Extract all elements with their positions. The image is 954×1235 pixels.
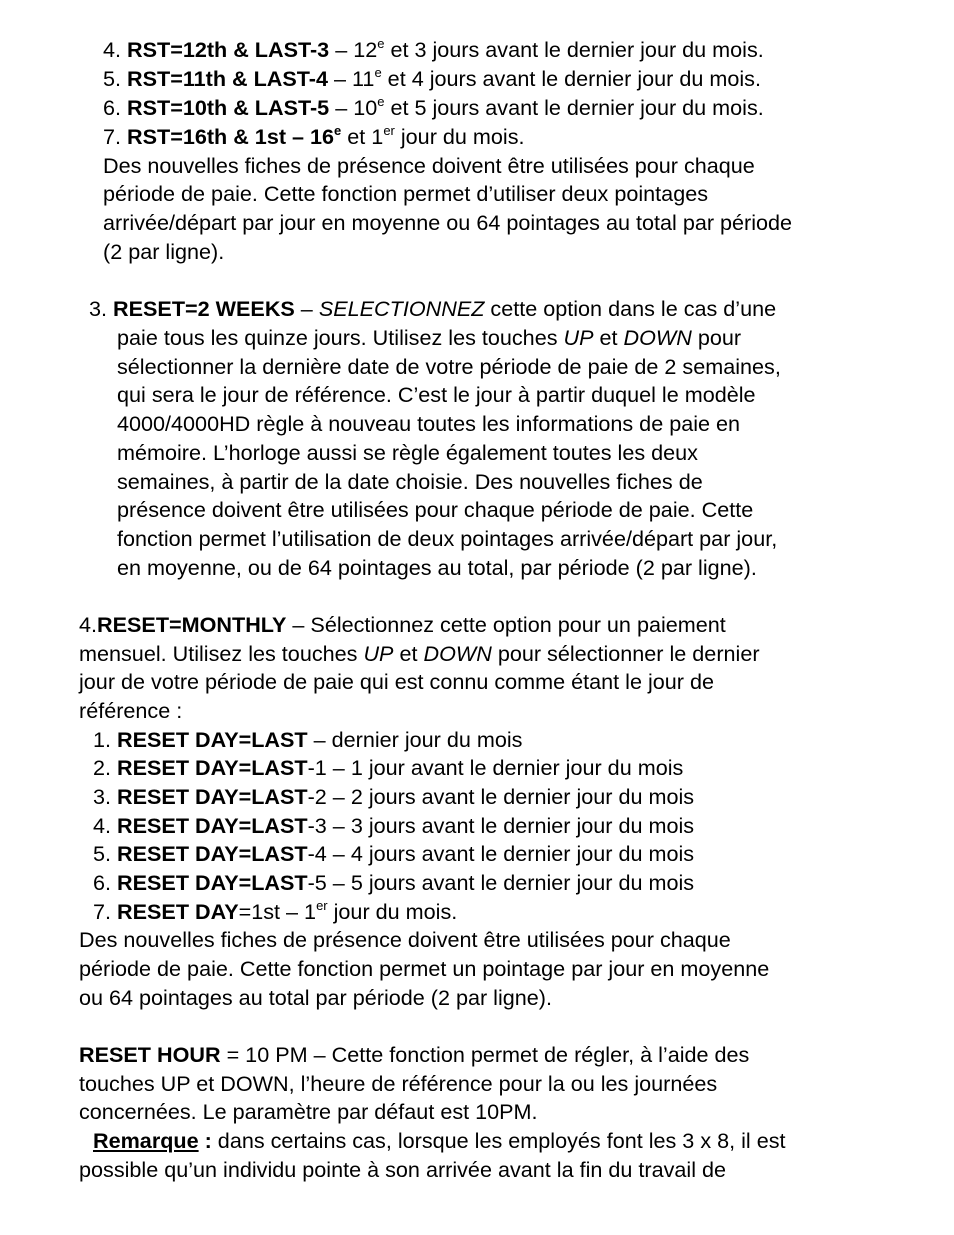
paragraph-line: Des nouvelles fiches de présence doivent être utilisées pour chaque: [103, 153, 755, 178]
section-heading: 4.RESET=MONTHLY – Sélectionnez cette option pour un paiement: [79, 612, 726, 637]
list-item: 6. RST=10th & LAST-5 – 10e et 5 jours avant le dernier jour du mois.: [103, 94, 764, 120]
paragraph-line: mensuel. Utilisez les touches UP et DOWN pour sélectionner le dernier: [79, 641, 760, 666]
paragraph-line: sélectionner la dernière date de votre période de paie de 2 semaines,: [117, 354, 781, 379]
list-item: 7. RESET DAY=1st – 1er jour du mois.: [93, 898, 458, 924]
section-title: RESET=2 WEEKS: [113, 296, 295, 321]
paragraph-line: semaines, à partir de la date choisie. Des nouvelles fiches de: [117, 469, 703, 494]
list-item: 3. RESET DAY=LAST-2 – 2 jours avant le dernier jour du mois: [93, 784, 695, 809]
paragraph-line: mémoire. L’horloge aussi se règle également toutes les deux: [117, 440, 698, 465]
paragraph-line: en moyenne, ou de 64 pointages au total, par période (2 par ligne).: [117, 555, 757, 580]
paragraph-line: référence :: [79, 698, 183, 723]
code-label: RESET DAY=LAST: [117, 727, 308, 752]
paragraph-line: paie tous les quinze jours. Utilisez les touches UP et DOWN pour: [117, 325, 742, 350]
paragraph-line: (2 par ligne).: [103, 239, 225, 264]
paragraph-line: arrivée/départ par jour en moyenne ou 64 pointages au total par période: [103, 210, 793, 235]
code-label: RST=10th & LAST-5: [127, 95, 330, 120]
remark-label: Remarque :: [93, 1128, 212, 1153]
code-label: RESET DAY=LAST: [117, 813, 308, 838]
paragraph-line: présence doivent être utilisées pour chaque période de paie. Cette: [117, 497, 754, 522]
code-label: RESET DAY=LAST: [117, 755, 308, 780]
paragraph-line: période de paie. Cette fonction permet d’utiliser deux pointages: [103, 181, 709, 206]
list-item: 1. RESET DAY=LAST – dernier jour du mois: [93, 727, 523, 752]
list-item: 4. RST=12th & LAST-3 – 12e et 3 jours avant le dernier jour du mois.: [103, 36, 764, 62]
section-heading: 3. RESET=2 WEEKS – SELECTIONNEZ cette option dans le cas d’une: [89, 296, 777, 321]
paragraph-line: période de paie. Cette fonction permet un pointage par jour en moyenne: [79, 956, 770, 981]
code-label: RESET DAY: [117, 899, 239, 924]
paragraph-line: qui sera le jour de référence. C’est le jour à partir duquel le modèle: [117, 382, 756, 407]
list-item: 5. RESET DAY=LAST-4 – 4 jours avant le dernier jour du mois: [93, 841, 695, 866]
list-item: 6. RESET DAY=LAST-5 – 5 jours avant le dernier jour du mois: [93, 870, 695, 895]
code-label: RST=16th & 1st – 16: [127, 124, 335, 149]
code-label: RESET DAY=LAST: [117, 784, 308, 809]
paragraph-line: ou 64 pointages au total par période (2 par ligne).: [79, 985, 552, 1010]
list-item: 4. RESET DAY=LAST-3 – 3 jours avant le dernier jour du mois: [93, 813, 695, 838]
code-label: RST=12th & LAST-3: [127, 37, 330, 62]
code-label: RESET DAY=LAST: [117, 841, 308, 866]
paragraph-line: 4000/4000HD règle à nouveau toutes les informations de paie en: [117, 411, 741, 436]
section-heading: RESET HOUR = 10 PM – Cette fonction permet de régler, à l’aide des: [79, 1042, 750, 1067]
paragraph-line: concernées. Le paramètre par défaut est 10PM.: [79, 1099, 538, 1124]
code-label: RESET DAY=LAST: [117, 870, 308, 895]
remark-line: Remarque : dans certains cas, lorsque les employés font les 3 x 8, il est: [93, 1128, 786, 1153]
section-title: RESET=MONTHLY: [97, 612, 287, 637]
paragraph-line: Des nouvelles fiches de présence doivent être utilisées pour chaque: [79, 927, 731, 952]
paragraph-line: fonction permet l’utilisation de deux pointages arrivée/départ par jour,: [117, 526, 778, 551]
list-item: 7. RST=16th & 1st – 16e et 1er jour du mois.: [103, 123, 525, 149]
list-item: 5. RST=11th & LAST-4 – 11e et 4 jours avant le dernier jour du mois.: [103, 65, 761, 91]
section-title: RESET HOUR: [79, 1042, 221, 1067]
paragraph-line: touches UP et DOWN, l’heure de référence pour la ou les journées: [79, 1071, 718, 1096]
paragraph-line: jour de votre période de paie qui est connu comme étant le jour de: [79, 669, 715, 694]
paragraph-line: possible qu’un individu pointe à son arrivée avant la fin du travail de: [79, 1157, 727, 1182]
list-item: 2. RESET DAY=LAST-1 – 1 jour avant le dernier jour du mois: [93, 755, 684, 780]
code-label: RST=11th & LAST-4: [127, 66, 329, 91]
